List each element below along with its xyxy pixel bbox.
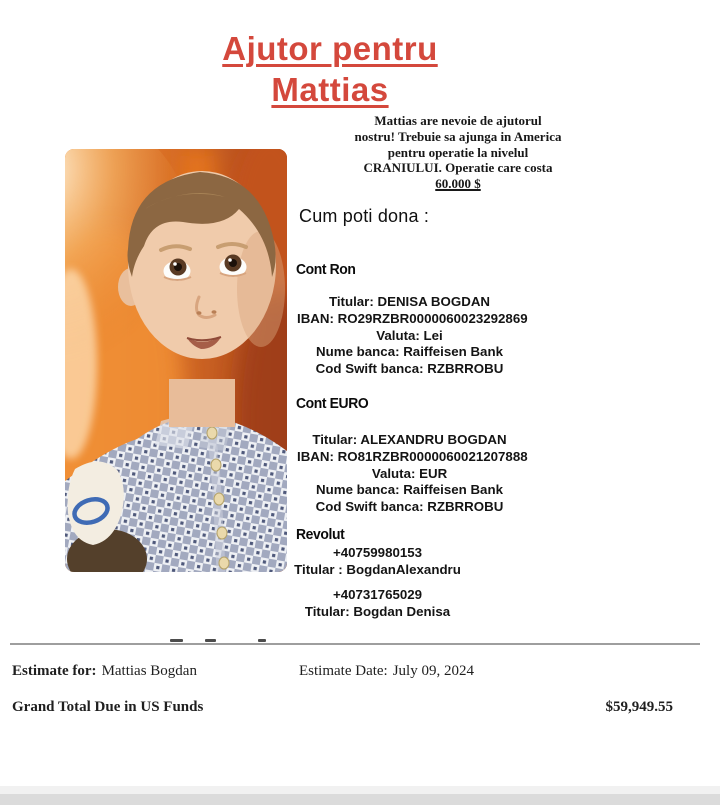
revolut-phone-2: +40731765029 <box>332 587 423 602</box>
euro-account-details <box>297 432 528 516</box>
cropped-text-artifact <box>170 639 183 642</box>
title-line-2: Mattias <box>271 71 389 108</box>
revolut-holder-1: Titular : BogdanAlexandru <box>294 561 461 577</box>
footer-gray-band <box>0 794 720 805</box>
ron-valuta: Valuta: Lei <box>376 327 443 343</box>
euro-valuta: Valuta: EUR <box>371 465 448 481</box>
title-line-1: Ajutor pentru <box>222 30 438 67</box>
revolut-entry-2 <box>265 587 490 621</box>
ron-swift-code: Cod Swift banca: RZBRROBU <box>315 361 504 377</box>
euro-bank-name: Nume banca: Raiffeisen Bank <box>316 482 503 498</box>
ron-bank-name: Nume banca: Raiffeisen Bank <box>316 344 503 360</box>
euro-titular: Titular: ALEXANDRU BOGDAN <box>312 432 507 447</box>
cropped-text-artifact <box>205 639 216 642</box>
estimate-for-label: Estimate for: <box>12 663 97 679</box>
donate-heading: Cum poti dona : <box>299 206 430 226</box>
euro-iban: IBAN: RO81RZBR0000060021207888 <box>297 448 528 464</box>
page-title <box>140 28 520 110</box>
estimate-date-value: July 09, 2024 <box>392 663 474 679</box>
intro-paragraph <box>330 113 586 192</box>
revolut-holder-2: Titular: Bogdan Denisa <box>304 603 451 619</box>
section-label-cont-ron: Cont Ron <box>296 262 356 278</box>
surgery-cost-amount: 60.000 $ <box>435 176 481 192</box>
child-photo <box>65 149 287 572</box>
footer-light-strip <box>0 786 720 794</box>
child-photo-illustration <box>65 149 287 572</box>
cropped-text-artifact <box>258 639 266 642</box>
intro-line: CRANIULUI. Operatie care costa <box>363 160 553 176</box>
intro-line: Mattias are nevoie de ajutorul <box>374 113 542 128</box>
ron-iban: IBAN: RO29RZBR0000060023292869 <box>297 310 528 326</box>
revolut-entry-1 <box>265 545 490 579</box>
estimate-for-row <box>12 663 197 680</box>
section-divider <box>10 643 700 645</box>
section-label-revolut: Revolut <box>296 527 345 543</box>
revolut-phone-1: +40759980153 <box>332 545 423 560</box>
estimate-date-label: Estimate Date: <box>299 663 388 679</box>
estimate-for-value: Mattias Bogdan <box>101 663 197 679</box>
ron-account-details <box>297 294 528 378</box>
euro-swift-code: Cod Swift banca: RZBRROBU <box>315 499 504 515</box>
intro-line: pentru operatie la nivelul <box>387 144 529 160</box>
section-label-cont-euro: Cont EURO <box>296 396 369 412</box>
ron-titular: Titular: DENISA BOGDAN <box>328 294 491 309</box>
intro-line: nostru! Trebuie sa ajunga in America <box>354 128 562 144</box>
grand-total-label: Grand Total Due in US Funds <box>12 699 204 715</box>
estimate-date-row <box>299 663 474 680</box>
grand-total-value: $59,949.55 <box>605 699 673 715</box>
